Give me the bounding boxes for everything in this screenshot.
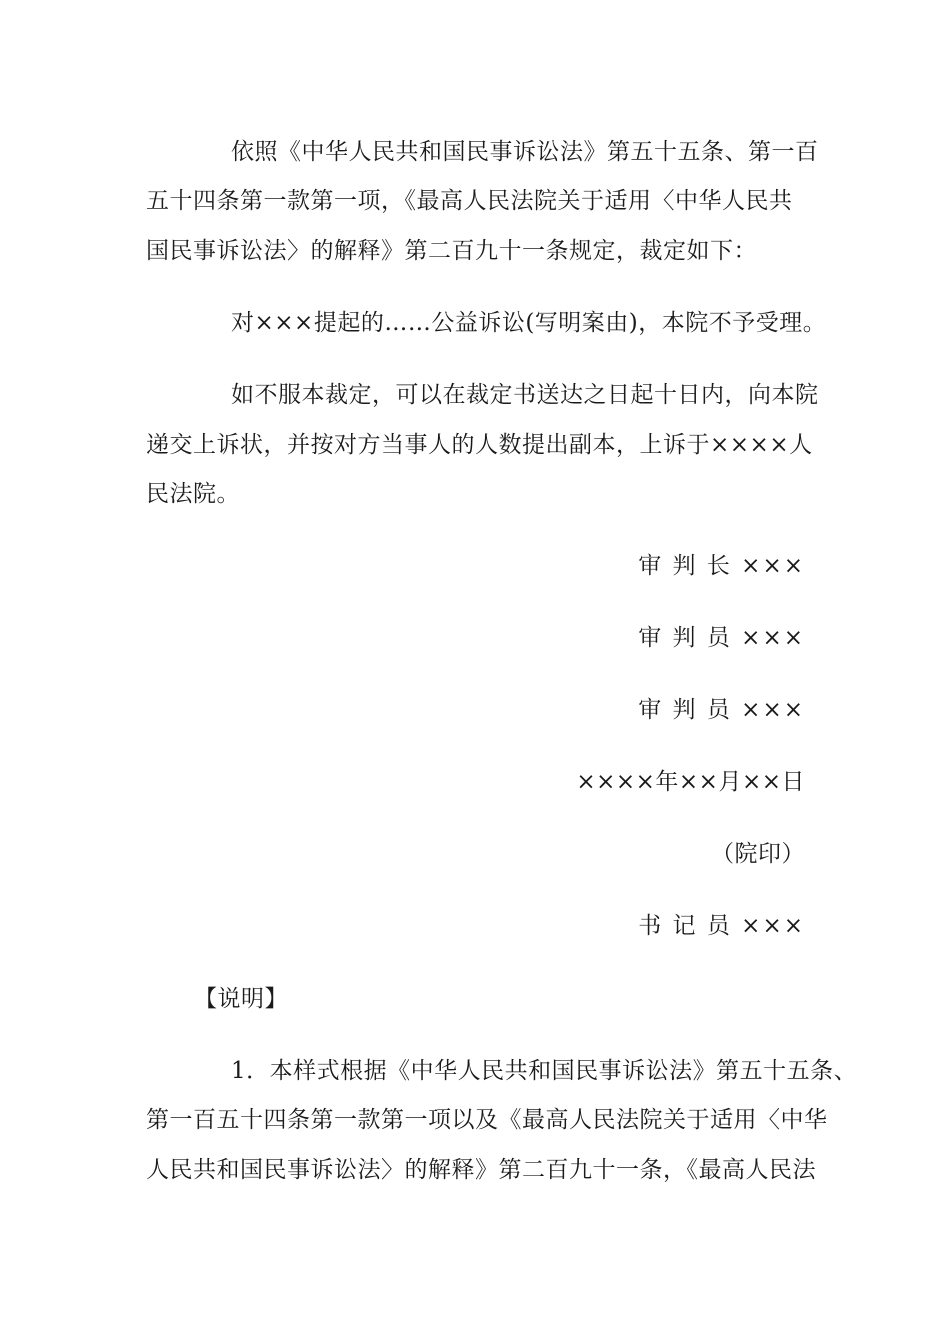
decision-text: 对×××提起的……公益诉讼(写明案由)，本院不予受理。 [231, 310, 827, 336]
notes-line-3: 人民共和国民事诉讼法〉的解释》第二百九十一条，《最高人民法 [146, 1157, 816, 1183]
appeal-paragraph-line-2: 递交上诉状，并按对方当事人的人数提出副本，上诉于××××人 [146, 432, 813, 458]
ruling-paragraph-line-3: 国民事诉讼法〉的解释》第二百九十一条规定，裁定如下： [146, 238, 757, 264]
appeal-paragraph-line-3: 民法院。 [146, 481, 240, 507]
chief-judge-signature: 审 判 长 ××× [638, 553, 805, 579]
clerk-signature: 书 记 员 ××× [638, 913, 805, 939]
ruling-paragraph-line-2: 五十四条第一款第一项，《最高人民法院关于适用〈中华人民共 [146, 188, 793, 214]
appeal-paragraph-line-1: 如不服本裁定，可以在裁定书送达之日起十日内，向本院 [231, 382, 819, 408]
ruling-paragraph-line-1: 依照《中华人民共和国民事诉讼法》第五十五条、第一百 [231, 139, 819, 165]
judge-signature-2: 审 判 员 ××× [638, 697, 805, 723]
notes-heading: 【说明】 [194, 986, 288, 1012]
court-seal-note: （院印） [711, 841, 805, 867]
judge-signature-1: 审 判 员 ××× [638, 625, 805, 651]
notes-line-1: 1．本样式根据《中华人民共和国民事诉讼法》第五十五条、 [231, 1058, 858, 1084]
ruling-date: ××××年××月××日 [576, 769, 805, 795]
notes-line-2: 第一百五十四条第一款第一项以及《最高人民法院关于适用〈中华 [146, 1107, 828, 1133]
